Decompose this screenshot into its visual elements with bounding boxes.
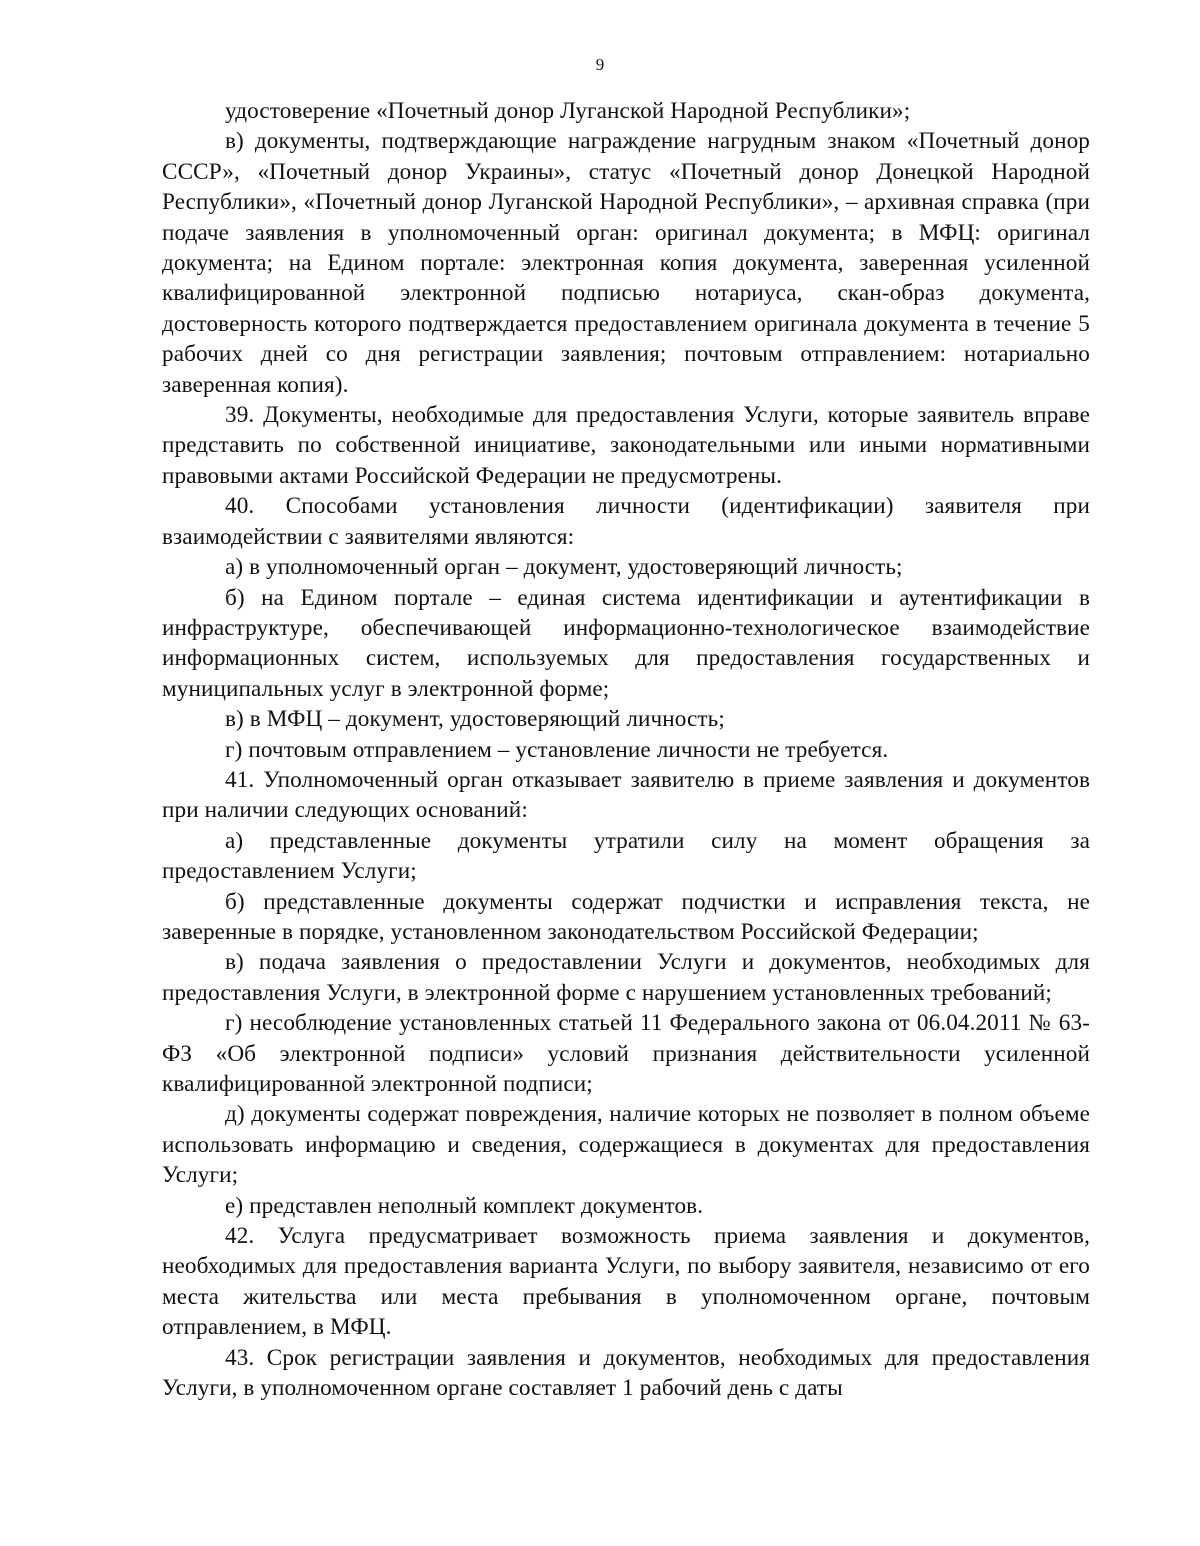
paragraph-40-item-a: а) в уполномоченный орган – документ, удостоверяющий личность; bbox=[225, 554, 903, 581]
paragraph-41-item-b: б) представленные документы содержат подчистки и исправления текста, не заверенные в порядке, установленном законодательством Российской Федерации; bbox=[162, 888, 1090, 945]
document-body bbox=[162, 96, 1090, 1403]
paragraph-40: 40. Способами установления личности (идентификации) заявителя при взаимодействии с заявителями являются: bbox=[162, 493, 1090, 550]
paragraph-43: 43. Срок регистрации заявления и документов, необходимых для предоставления Услуги, в уполномоченном органе составляет 1 рабочий день с даты bbox=[162, 1344, 1090, 1402]
paragraph-item-v-donor-documents: в) документы, подтверждающие награждение нагрудным знаком «Почетный донор СССР», «Почетный донор Украины», статус «Почетный донор Донецкой Народной Республики», «Почетный донор Луганской Народной Республики», – архивная справка (при подаче заявления в уполномоченный орган: оригинал документа; в МФЦ: оригинал документа; на Едином портале: электронная копия документа, заверенная усиленной квалифицированной электронной подписью нотариуса, скан-образ документа, достоверность которого подтверждается предоставлением оригинала документа в течение 5 рабочих дней со дня регистрации заявления; почтовым отправлением: нотариально заверенная копия). bbox=[162, 128, 1090, 398]
paragraph-42: 42. Услуга предусматривает возможность приема заявления и документов, необходимых для предоставления варианта Услуги, по выбору заявителя, независимо от его места жительства или места пребывания в уполномоченном органе, почтовым отправлением, в МФЦ. bbox=[162, 1223, 1090, 1341]
paragraph-41-item-e: е) представлен неполный комплект документов. bbox=[225, 1192, 704, 1219]
paragraph-41-item-v: в) подача заявления о предоставлении Услуги и документов, необходимых для предоставления Услуги, в электронной форме с нарушением установленных требований; bbox=[162, 949, 1090, 1006]
paragraph-41-item-a: а) представленные документы утратили силу на момент обращения за предоставлением Услуги; bbox=[162, 827, 1090, 885]
paragraph-40-item-v: в) в МФЦ – документ, удостоверяющий личность; bbox=[225, 706, 725, 733]
paragraph-continuation: удостоверение «Почетный донор Луганской Народной Республики»; bbox=[225, 98, 911, 124]
paragraph-40-item-b: б) на Едином портале – единая система идентификации и аутентификации в инфраструктуре, обеспечивающей информационно-технологическое взаимодействие информационных систем, используемых для предоставления государственных и муниципальных услуг в электронной форме; bbox=[162, 584, 1090, 702]
paragraph-41-item-d: д) документы содержат повреждения, наличие которых не позволяет в полном объеме использовать информацию и сведения, содержащиеся в документах для предоставления Услуги; bbox=[162, 1101, 1090, 1189]
paragraph-39: 39. Документы, необходимые для предоставления Услуги, которые заявитель вправе представить по собственной инициативе, законодательными или иными нормативными правовыми актами Российской Федерации не предусмотрены. bbox=[162, 402, 1090, 489]
page-number: 9 bbox=[595, 55, 605, 74]
paragraph-40-item-g: г) почтовым отправлением – установление личности не требуется. bbox=[225, 736, 889, 763]
paragraph-41-item-g: г) несоблюдение установленных статьей 11 Федерального закона от 06.04.2011 № 63-ФЗ «Об электронной подписи» условий признания действительности усиленной квалифицированной электронной подписи; bbox=[162, 1010, 1090, 1097]
paragraph-41: 41. Уполномоченный орган отказывает заявителю в приеме заявления и документов при наличии следующих оснований: bbox=[162, 766, 1090, 824]
